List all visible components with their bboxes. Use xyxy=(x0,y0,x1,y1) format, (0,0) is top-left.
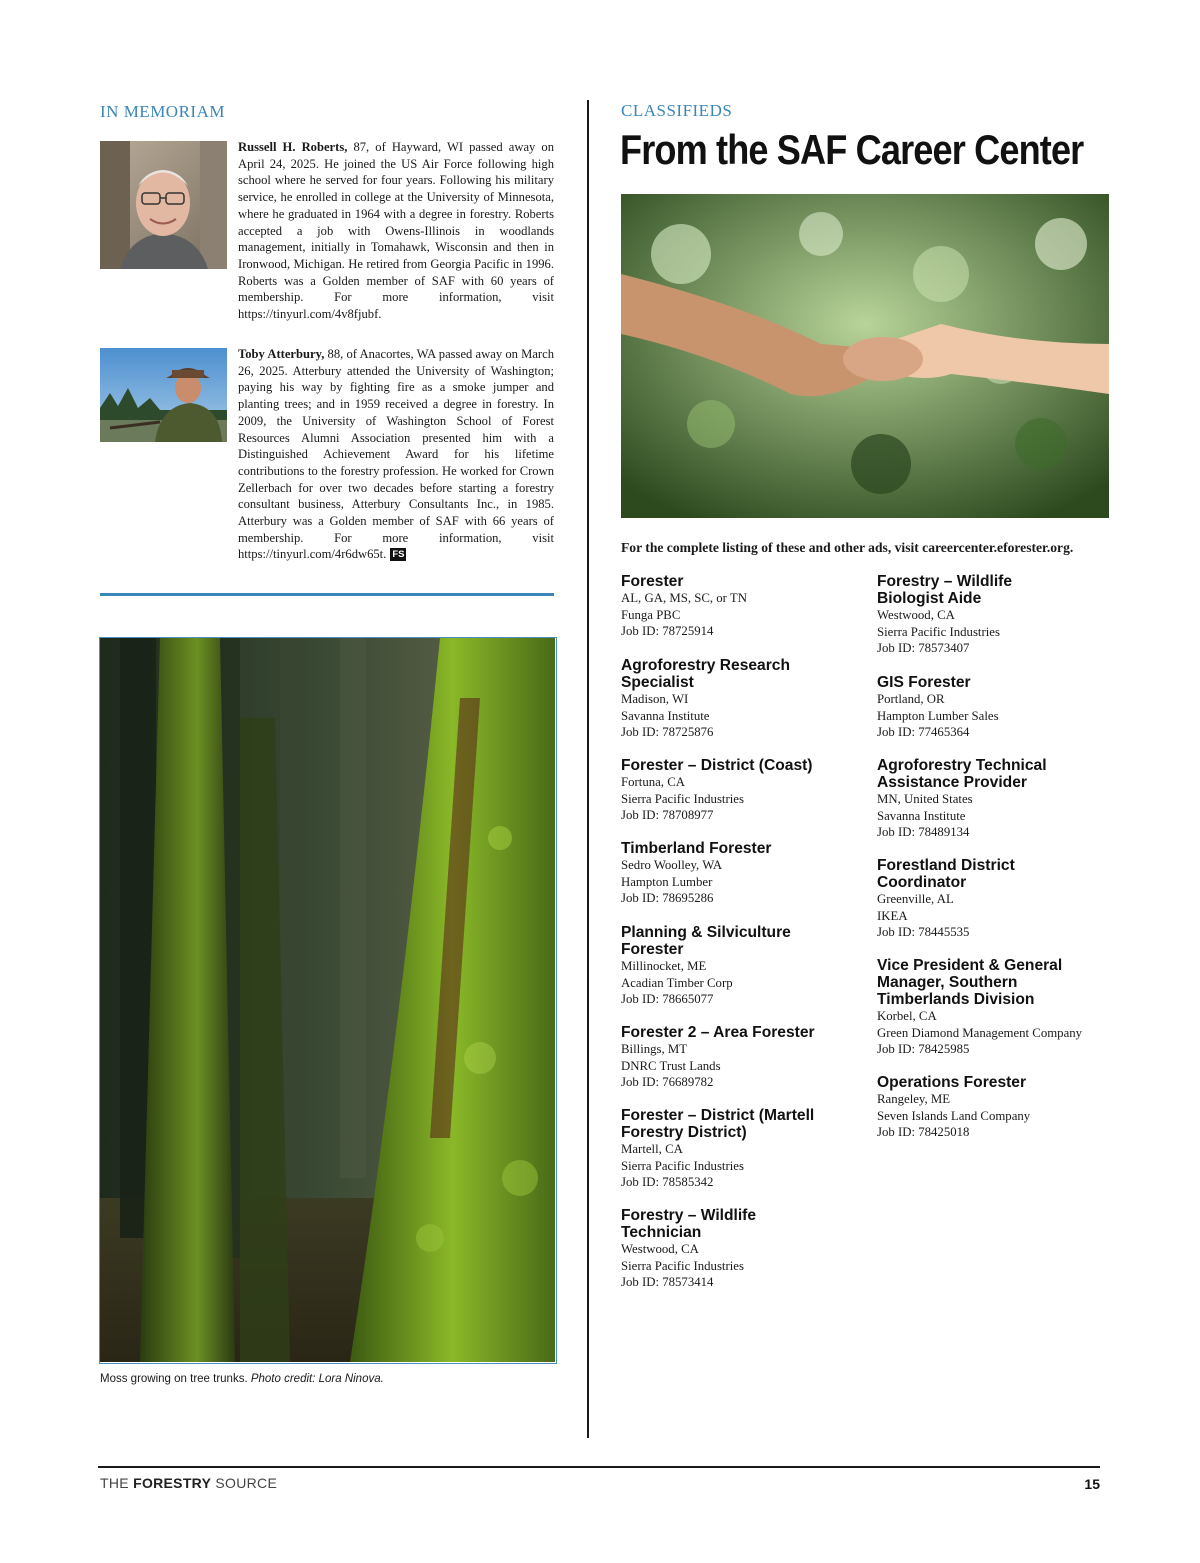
job-location: Martell, CA xyxy=(621,1142,683,1156)
job-employer: IKEA xyxy=(877,908,908,923)
obituary-name: Toby Atterbury, xyxy=(238,347,325,361)
page-title: From the SAF Career Center xyxy=(620,126,1084,173)
job-listing[interactable] xyxy=(621,573,861,640)
job-listing[interactable] xyxy=(621,1107,856,1191)
job-id: Job ID: 78585342 xyxy=(621,1175,714,1190)
photo-caption xyxy=(100,1373,384,1385)
job-id: Job ID: 77465364 xyxy=(877,725,970,740)
job-title[interactable]: Forester – District (Coast) xyxy=(621,757,813,774)
job-employer: Hampton Lumber Sales xyxy=(877,708,999,723)
footer-rule xyxy=(98,1466,1100,1468)
job-title[interactable]: Agroforestry Technical Assistance Provider xyxy=(877,757,1047,791)
job-id: Job ID: 78425985 xyxy=(877,1042,970,1057)
job-title[interactable]: Forester – District (Martell Forestry District) xyxy=(621,1107,815,1141)
job-employer: Sierra Pacific Industries xyxy=(877,624,1000,639)
job-id: Job ID: 78445535 xyxy=(877,925,970,940)
job-id: Job ID: 78695286 xyxy=(621,891,714,906)
obituary-body: 87, of Hayward, WI passed away on April 24, 2025. He joined the US Air Force following high school where he served for four years. Following his military service, he enrolled in college at the University of Minnesota, where he graduated in 1964 with a degree in forestry. Roberts accepted a job with Owens-Illinois in woodlands management, initially in Tomahawk, Wisconsin and then in Ironwood, Michigan. He retired from Georgia Pacific in 1996. Roberts was a Golden member of SAF with 60 years of membership. For more information, visit https://tinyurl.com/4v8fjubf. xyxy=(238,140,554,322)
job-title[interactable]: Vice President & General Manager, Southern Timberlands Division xyxy=(877,957,1063,1008)
job-listing[interactable] xyxy=(621,757,861,824)
portrait-russell-roberts xyxy=(100,141,227,269)
job-listing[interactable] xyxy=(877,757,1082,841)
job-listing[interactable] xyxy=(877,857,1052,941)
job-location: Portland, OR xyxy=(877,692,945,706)
section-divider xyxy=(100,593,554,596)
job-employer: Funga PBC xyxy=(621,607,681,622)
job-listing[interactable] xyxy=(621,924,836,1008)
job-id: Job ID: 78665077 xyxy=(621,992,714,1007)
job-listing[interactable] xyxy=(621,840,861,907)
job-employer: Hampton Lumber xyxy=(621,874,713,889)
job-id: Job ID: 78573414 xyxy=(621,1275,714,1290)
job-employer: Sierra Pacific Industries xyxy=(621,791,744,806)
job-location: Sedro Woolley, WA xyxy=(621,858,723,872)
brand-suffix: SOURCE xyxy=(211,1475,278,1491)
obituary-toby-atterbury xyxy=(238,346,554,563)
job-employer: DNRC Trust Lands xyxy=(621,1058,721,1073)
job-location: Madison, WI xyxy=(621,692,689,706)
job-listing[interactable] xyxy=(877,957,1102,1058)
job-employer: Seven Islands Land Company xyxy=(877,1108,1031,1123)
job-location: Rangeley, ME xyxy=(877,1092,951,1106)
section-heading-in-memoriam: IN MEMORIAM xyxy=(100,102,225,121)
job-location: Millinocket, ME xyxy=(621,959,707,973)
moss-forest-photo xyxy=(99,637,557,1364)
publication-name xyxy=(100,1475,277,1491)
job-title[interactable]: Operations Forester xyxy=(877,1074,1027,1091)
job-id: Job ID: 78708977 xyxy=(621,808,714,823)
job-location: Westwood, CA xyxy=(877,608,955,622)
job-title[interactable]: Forester xyxy=(621,573,684,590)
job-listing[interactable] xyxy=(877,674,1117,741)
obituary-russell-roberts xyxy=(238,139,554,323)
job-listing[interactable] xyxy=(877,573,1077,657)
job-id: Job ID: 76689782 xyxy=(621,1075,714,1090)
handshake-photo xyxy=(621,194,1109,518)
job-employer: Sierra Pacific Industries xyxy=(621,1158,744,1173)
job-location: Westwood, CA xyxy=(621,1242,699,1256)
job-listing[interactable] xyxy=(621,657,841,741)
job-employer: Savanna Institute xyxy=(877,808,966,823)
job-title[interactable]: Forestry – Wildlife Technician xyxy=(621,1207,757,1241)
job-employer: Savanna Institute xyxy=(621,708,710,723)
job-title[interactable]: Forester 2 – Area Forester xyxy=(621,1024,815,1041)
job-id: Job ID: 78725876 xyxy=(621,725,714,740)
job-employer: Acadian Timber Corp xyxy=(621,975,733,990)
brand-bold: FORESTRY xyxy=(133,1475,212,1491)
job-location: Greenville, AL xyxy=(877,892,954,906)
obituary-body: 88, of Anacortes, WA passed away on March 26, 2025. Atterbury attended the University of Washington; paying his way by fighting fire as a smoke jumper and planting trees; and in 1959 received a degree in forestry. In 2009, the University of Washington School of Forest Resources Alumni Association presented him with a Distinguished Achievement Award for his lifetime contributions to the forestry profession. He worked for Crown Zellerbach for over two decades before starting a forestry consultant business, Atterbury Consultants Inc., in 1985. Atterbury was a Golden member of SAF with 66 years of membership. For more information, visit https://tinyurl.com/4r6dw65t. xyxy=(238,347,554,562)
job-listing[interactable] xyxy=(877,1074,1117,1141)
job-title[interactable]: Timberland Forester xyxy=(621,840,772,857)
photo-credit: Photo credit: Lora Ninova. xyxy=(250,1373,384,1385)
job-location: AL, GA, MS, SC, or TN xyxy=(621,591,747,605)
job-location: MN, United States xyxy=(877,792,973,806)
classifieds-intro: For the complete listing of these and other ads, visit careercenter.eforester.org. xyxy=(621,540,1074,555)
job-title[interactable]: Forestry – Wildlife Biologist Aide xyxy=(877,573,1013,607)
job-title[interactable]: Agroforestry Research Specialist xyxy=(621,657,790,691)
job-employer: Sierra Pacific Industries xyxy=(621,1258,744,1273)
job-id: Job ID: 78573407 xyxy=(877,641,970,656)
page-number: 15 xyxy=(1084,1476,1100,1492)
job-title[interactable]: Planning & Silviculture Forester xyxy=(621,924,791,958)
column-divider xyxy=(587,100,589,1438)
job-listing[interactable] xyxy=(621,1207,811,1291)
job-id: Job ID: 78725914 xyxy=(621,624,714,639)
brand-prefix: THE xyxy=(100,1475,134,1491)
job-title[interactable]: Forestland District Coordinator xyxy=(877,857,1015,891)
section-heading-classifieds: CLASSIFIEDS xyxy=(621,101,733,120)
end-mark: FS xyxy=(392,549,405,561)
obituary-name: Russell H. Roberts, xyxy=(238,140,348,154)
job-title[interactable]: GIS Forester xyxy=(877,674,971,691)
job-listing[interactable] xyxy=(621,1024,861,1091)
job-location: Fortuna, CA xyxy=(621,775,685,789)
job-employer: Green Diamond Management Company xyxy=(877,1025,1083,1040)
caption-text: Moss growing on tree trunks. xyxy=(100,1373,251,1385)
job-id: Job ID: 78489134 xyxy=(877,825,970,840)
job-location: Billings, MT xyxy=(621,1042,688,1056)
job-location: Korbel, CA xyxy=(877,1009,937,1023)
job-id: Job ID: 78425018 xyxy=(877,1125,970,1140)
portrait-toby-atterbury xyxy=(100,348,227,442)
